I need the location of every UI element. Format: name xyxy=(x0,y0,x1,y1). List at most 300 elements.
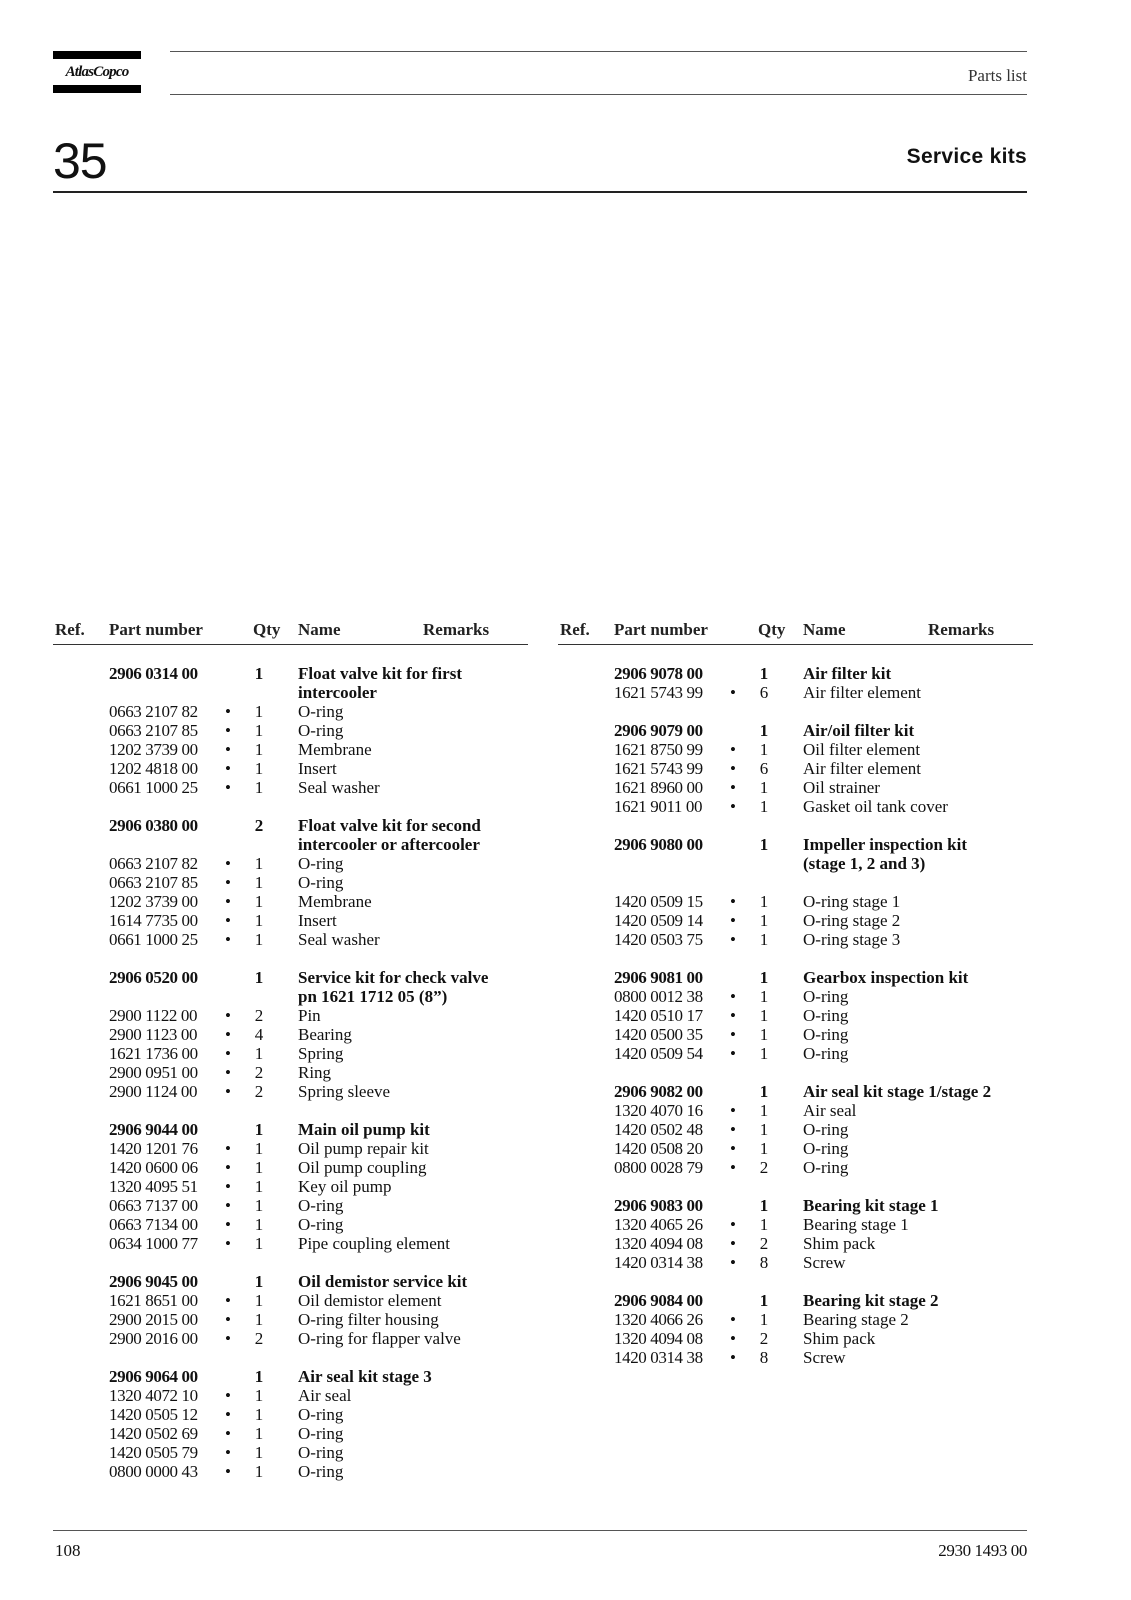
item-part-number: 1420 0508 20 xyxy=(614,1139,703,1158)
kit-row-continued xyxy=(53,835,528,854)
item-part-number: 1420 0314 38 xyxy=(614,1253,703,1272)
table-row xyxy=(53,740,528,759)
item-part-number: 1621 1736 00 xyxy=(109,1044,198,1063)
item-part-number: 0800 0012 38 xyxy=(614,987,703,1006)
item-part-number: 1621 5743 99 xyxy=(614,683,703,702)
item-qty: 1 xyxy=(759,797,769,816)
table-row xyxy=(53,1424,528,1443)
bullet-icon: • xyxy=(225,1405,231,1424)
header-ref: Ref. xyxy=(560,620,590,639)
item-name: O-ring stage 1 xyxy=(803,892,901,911)
item-qty: 1 xyxy=(254,1386,264,1405)
table-row xyxy=(53,1063,528,1082)
header-rule-top xyxy=(170,51,1027,52)
bullet-icon: • xyxy=(730,1348,736,1367)
item-name: Air seal xyxy=(803,1101,857,1120)
item-part-number: 1420 0502 69 xyxy=(109,1424,198,1443)
item-part-number: 2900 2015 00 xyxy=(109,1310,198,1329)
item-name: O-ring xyxy=(298,1215,344,1234)
item-part-number: 2900 1123 00 xyxy=(109,1025,198,1044)
item-part-number: 1621 5743 99 xyxy=(614,759,703,778)
item-name: Shim pack xyxy=(803,1234,876,1253)
kit-group xyxy=(558,1291,1033,1367)
item-part-number: 1420 0502 48 xyxy=(614,1120,703,1139)
item-qty: 1 xyxy=(254,892,264,911)
table-row xyxy=(558,1348,1033,1367)
bullet-icon: • xyxy=(225,1424,231,1443)
bullet-icon: • xyxy=(225,873,231,892)
bullet-icon: • xyxy=(225,1443,231,1462)
item-part-number: 1420 0600 06 xyxy=(109,1158,198,1177)
item-qty: 1 xyxy=(254,1462,264,1481)
kit-qty: 1 xyxy=(254,1120,264,1139)
item-qty: 1 xyxy=(254,1310,264,1329)
item-name: Ring xyxy=(298,1063,332,1082)
bullet-icon: • xyxy=(225,930,231,949)
item-qty: 1 xyxy=(254,1158,264,1177)
kit-group xyxy=(53,1272,528,1348)
table-row xyxy=(558,1025,1033,1044)
item-qty: 1 xyxy=(254,1424,264,1443)
item-name: Key oil pump xyxy=(298,1177,392,1196)
parts-table-right xyxy=(558,620,1033,1386)
kit-name: Impeller inspection kit xyxy=(803,835,968,854)
item-qty: 6 xyxy=(759,759,769,778)
item-part-number: 0663 2107 82 xyxy=(109,702,198,721)
table-row xyxy=(53,1443,528,1462)
item-part-number: 1621 9011 00 xyxy=(614,797,703,816)
bullet-icon: • xyxy=(225,1291,231,1310)
bullet-icon: • xyxy=(225,1386,231,1405)
item-qty: 1 xyxy=(759,1006,769,1025)
kit-row xyxy=(53,664,528,683)
kit-part-number: 2906 0520 00 xyxy=(109,968,198,987)
kit-qty: 1 xyxy=(254,1272,264,1291)
item-qty: 1 xyxy=(254,911,264,930)
item-qty: 4 xyxy=(254,1025,264,1044)
item-part-number: 1320 4094 08 xyxy=(614,1234,703,1253)
item-qty: 1 xyxy=(759,1310,769,1329)
item-part-number: 2900 1124 00 xyxy=(109,1082,198,1101)
header-name: Name xyxy=(298,620,341,639)
item-part-number: 1320 4094 08 xyxy=(614,1329,703,1348)
item-name: O-ring xyxy=(298,1405,344,1424)
item-part-number: 1614 7735 00 xyxy=(109,911,198,930)
item-part-number: 2900 0951 00 xyxy=(109,1063,198,1082)
bullet-icon: • xyxy=(730,930,736,949)
kit-name: (stage 1, 2 and 3) xyxy=(803,854,926,873)
kit-group xyxy=(558,968,1033,1063)
bullet-icon: • xyxy=(730,892,736,911)
item-part-number: 1320 4066 26 xyxy=(614,1310,703,1329)
item-name: O-ring xyxy=(298,702,344,721)
kit-name: Air/oil filter kit xyxy=(803,721,915,740)
table-row xyxy=(558,797,1033,816)
item-name: O-ring xyxy=(803,1006,849,1025)
header-remarks: Remarks xyxy=(423,620,490,639)
item-qty: 1 xyxy=(759,1101,769,1120)
item-part-number: 1420 0505 79 xyxy=(109,1443,198,1462)
item-qty: 1 xyxy=(759,911,769,930)
kit-row xyxy=(558,1196,1033,1215)
item-qty: 1 xyxy=(254,740,264,759)
bullet-icon: • xyxy=(730,1006,736,1025)
item-qty: 1 xyxy=(254,854,264,873)
kit-group xyxy=(53,1120,528,1253)
kit-qty: 1 xyxy=(759,835,769,854)
item-qty: 1 xyxy=(254,721,264,740)
logo-bar-bottom xyxy=(53,85,141,93)
item-name: O-ring xyxy=(803,1120,849,1139)
kit-name: Float valve kit for first xyxy=(298,664,462,683)
item-name: O-ring xyxy=(298,854,344,873)
item-part-number: 1420 0509 54 xyxy=(614,1044,703,1063)
item-part-number: 2900 1122 00 xyxy=(109,1006,198,1025)
item-name: Bearing stage 2 xyxy=(803,1310,909,1329)
item-name: O-ring xyxy=(803,1158,849,1177)
table-row xyxy=(53,702,528,721)
item-qty: 1 xyxy=(759,1139,769,1158)
item-part-number: 0800 0028 79 xyxy=(614,1158,703,1177)
table-row xyxy=(53,1139,528,1158)
table-row xyxy=(53,1196,528,1215)
document-type: Parts list xyxy=(967,66,1027,85)
item-name: O-ring xyxy=(803,1025,849,1044)
item-qty: 1 xyxy=(254,1215,264,1234)
item-name: Screw xyxy=(803,1348,846,1367)
header-qty: Qty xyxy=(758,620,786,639)
item-name: Bearing stage 1 xyxy=(803,1215,909,1234)
item-part-number: 1202 3739 00 xyxy=(109,740,198,759)
item-qty: 8 xyxy=(759,1253,769,1272)
table-row xyxy=(558,683,1033,702)
item-qty: 2 xyxy=(759,1234,769,1253)
table-row xyxy=(53,1329,528,1348)
table-row xyxy=(558,778,1033,797)
item-part-number: 1320 4072 10 xyxy=(109,1386,198,1405)
kit-group xyxy=(558,721,1033,816)
kit-row xyxy=(53,1272,528,1291)
bullet-icon: • xyxy=(225,1462,231,1481)
logo-text: AtlasCopco xyxy=(65,64,129,80)
header-ref: Ref. xyxy=(55,620,85,639)
item-qty: 1 xyxy=(759,1120,769,1139)
kit-qty: 1 xyxy=(254,968,264,987)
item-name: Oil demistor element xyxy=(298,1291,442,1310)
kit-row xyxy=(53,816,528,835)
item-qty: 1 xyxy=(254,930,264,949)
item-qty: 1 xyxy=(254,873,264,892)
kit-qty: 1 xyxy=(254,1367,264,1386)
bullet-icon: • xyxy=(225,1139,231,1158)
bullet-icon: • xyxy=(225,1158,231,1177)
bullet-icon: • xyxy=(730,1158,736,1177)
table-row xyxy=(558,1310,1033,1329)
item-part-number: 1202 4818 00 xyxy=(109,759,198,778)
item-qty: 2 xyxy=(254,1329,264,1348)
table-row xyxy=(53,1177,528,1196)
item-qty: 1 xyxy=(759,987,769,1006)
item-part-number: 1202 3739 00 xyxy=(109,892,198,911)
table-body xyxy=(53,645,528,1481)
bullet-icon: • xyxy=(730,759,736,778)
item-name: O-ring xyxy=(298,1443,344,1462)
kit-name: intercooler or aftercooler xyxy=(298,835,480,854)
item-qty: 6 xyxy=(759,683,769,702)
item-part-number: 0663 7137 00 xyxy=(109,1196,198,1215)
item-part-number: 0663 2107 85 xyxy=(109,721,198,740)
table-row xyxy=(53,1386,528,1405)
item-name: Insert xyxy=(298,759,337,778)
kit-group xyxy=(558,1082,1033,1177)
kit-name: Air filter kit xyxy=(803,664,892,683)
bullet-icon: • xyxy=(730,683,736,702)
item-name: O-ring xyxy=(298,1196,344,1215)
item-part-number: 1621 8750 99 xyxy=(614,740,703,759)
atlas-copco-logo xyxy=(53,51,141,93)
kit-name: Float valve kit for second xyxy=(298,816,481,835)
bullet-icon: • xyxy=(730,987,736,1006)
table-row xyxy=(53,911,528,930)
kit-name: Bearing kit stage 1 xyxy=(803,1196,939,1215)
table-row xyxy=(53,1082,528,1101)
item-name: Gasket oil tank cover xyxy=(803,797,948,816)
bullet-icon: • xyxy=(730,1101,736,1120)
table-row xyxy=(53,1310,528,1329)
table-row xyxy=(53,873,528,892)
bullet-icon: • xyxy=(730,1120,736,1139)
header-part-number: Part number xyxy=(109,620,203,639)
item-name: Spring sleeve xyxy=(298,1082,391,1101)
kit-row xyxy=(558,1291,1033,1310)
kit-part-number: 2906 9045 00 xyxy=(109,1272,198,1291)
table-row xyxy=(558,930,1033,949)
item-name: Spring xyxy=(298,1044,344,1063)
item-qty: 2 xyxy=(254,1006,264,1025)
item-qty: 1 xyxy=(254,1044,264,1063)
kit-row-continued xyxy=(53,683,528,702)
kit-qty: 1 xyxy=(759,664,769,683)
table-row xyxy=(558,759,1033,778)
header-part-number: Part number xyxy=(614,620,708,639)
item-name: O-ring xyxy=(298,873,344,892)
table-row xyxy=(558,740,1033,759)
item-name: O-ring xyxy=(803,1139,849,1158)
table-header xyxy=(53,620,528,645)
item-name: O-ring stage 2 xyxy=(803,911,901,930)
item-name: Pin xyxy=(298,1006,321,1025)
kit-group xyxy=(558,835,1033,949)
kit-name: Service kit for check valve xyxy=(298,968,489,987)
table-row xyxy=(53,1462,528,1481)
table-row xyxy=(53,721,528,740)
item-qty: 2 xyxy=(254,1063,264,1082)
kit-part-number: 2906 0314 00 xyxy=(109,664,198,683)
item-qty: 1 xyxy=(254,1405,264,1424)
logo-bar-top xyxy=(53,51,141,59)
bullet-icon: • xyxy=(225,1177,231,1196)
kit-row xyxy=(53,1120,528,1139)
item-name: O-ring for flapper valve xyxy=(298,1329,461,1348)
item-name: Oil pump repair kit xyxy=(298,1139,429,1158)
item-part-number: 1420 0500 35 xyxy=(614,1025,703,1044)
bullet-icon: • xyxy=(225,1329,231,1348)
item-qty: 1 xyxy=(759,930,769,949)
kit-part-number: 2906 9079 00 xyxy=(614,721,703,740)
kit-row xyxy=(53,968,528,987)
bullet-icon: • xyxy=(225,740,231,759)
chapter-number: 35 xyxy=(53,133,107,189)
chapter-title: Service kits xyxy=(906,145,1027,168)
bullet-icon: • xyxy=(225,778,231,797)
item-qty: 1 xyxy=(254,702,264,721)
item-name: Seal washer xyxy=(298,930,380,949)
bullet-icon: • xyxy=(730,1253,736,1272)
kit-qty: 1 xyxy=(759,721,769,740)
bullet-icon: • xyxy=(730,778,736,797)
kit-group xyxy=(53,816,528,949)
kit-row xyxy=(53,1367,528,1386)
item-qty: 1 xyxy=(254,1443,264,1462)
kit-part-number: 2906 9082 00 xyxy=(614,1082,703,1101)
item-qty: 1 xyxy=(254,1177,264,1196)
table-row xyxy=(558,1139,1033,1158)
item-name: Air filter element xyxy=(803,683,922,702)
table-row xyxy=(53,1215,528,1234)
bullet-icon: • xyxy=(730,1044,736,1063)
table-row xyxy=(558,1234,1033,1253)
item-name: Oil pump coupling xyxy=(298,1158,427,1177)
item-name: Air seal xyxy=(298,1386,352,1405)
item-qty: 1 xyxy=(759,1044,769,1063)
item-name: Screw xyxy=(803,1253,846,1272)
page-number: 108 xyxy=(55,1541,81,1560)
bullet-icon: • xyxy=(730,1329,736,1348)
kit-part-number: 2906 9084 00 xyxy=(614,1291,703,1310)
item-qty: 2 xyxy=(759,1329,769,1348)
table-row xyxy=(558,1215,1033,1234)
kit-name: Air seal kit stage 1/stage 2 xyxy=(803,1082,992,1101)
header-qty: Qty xyxy=(253,620,281,639)
item-name: Air filter element xyxy=(803,759,922,778)
table-row xyxy=(53,930,528,949)
kit-row xyxy=(558,968,1033,987)
kit-row xyxy=(558,1082,1033,1101)
kit-part-number: 2906 9080 00 xyxy=(614,835,703,854)
bullet-icon: • xyxy=(225,1234,231,1253)
bullet-icon: • xyxy=(225,854,231,873)
bullet-icon: • xyxy=(730,1310,736,1329)
item-name: O-ring xyxy=(803,1044,849,1063)
kit-row-continued xyxy=(53,987,528,1006)
kit-group xyxy=(53,1367,528,1481)
bullet-icon: • xyxy=(225,1063,231,1082)
bullet-icon: • xyxy=(225,1044,231,1063)
table-row xyxy=(53,1158,528,1177)
item-name: O-ring xyxy=(803,987,849,1006)
bullet-icon: • xyxy=(225,1196,231,1215)
bullet-icon: • xyxy=(730,1139,736,1158)
kit-qty: 1 xyxy=(759,968,769,987)
item-part-number: 0663 7134 00 xyxy=(109,1215,198,1234)
kit-group xyxy=(53,664,528,797)
item-part-number: 1420 0509 14 xyxy=(614,911,703,930)
table-row xyxy=(53,778,528,797)
item-name: Membrane xyxy=(298,740,372,759)
bullet-icon: • xyxy=(730,1215,736,1234)
bullet-icon: • xyxy=(225,759,231,778)
kit-row-continued xyxy=(558,854,1033,873)
kit-name: Air seal kit stage 3 xyxy=(298,1367,432,1386)
kit-part-number: 2906 9078 00 xyxy=(614,664,703,683)
kit-part-number: 2906 0380 00 xyxy=(109,816,198,835)
table-row xyxy=(53,1025,528,1044)
kit-group xyxy=(558,664,1033,702)
item-name: Oil filter element xyxy=(803,740,921,759)
bullet-icon: • xyxy=(225,1025,231,1044)
parts-table-left xyxy=(53,620,528,1500)
kit-part-number: 2906 9044 00 xyxy=(109,1120,198,1139)
kit-part-number: 2906 9081 00 xyxy=(614,968,703,987)
item-part-number: 1420 0510 17 xyxy=(614,1006,703,1025)
table-row xyxy=(53,759,528,778)
item-qty: 1 xyxy=(759,892,769,911)
bullet-icon: • xyxy=(225,911,231,930)
item-part-number: 1320 4065 26 xyxy=(614,1215,703,1234)
kit-name: Main oil pump kit xyxy=(298,1120,430,1139)
item-part-number: 1420 0509 15 xyxy=(614,892,703,911)
item-name: Shim pack xyxy=(803,1329,876,1348)
kit-qty: 1 xyxy=(759,1082,769,1101)
kit-qty: 1 xyxy=(759,1196,769,1215)
item-part-number: 1320 4095 51 xyxy=(109,1177,198,1196)
item-part-number: 1420 1201 76 xyxy=(109,1139,198,1158)
table-row xyxy=(558,1329,1033,1348)
item-qty: 1 xyxy=(759,740,769,759)
item-name: O-ring xyxy=(298,1462,344,1481)
kit-row xyxy=(558,664,1033,683)
bullet-icon: • xyxy=(730,911,736,930)
item-qty: 1 xyxy=(254,1291,264,1310)
item-qty: 1 xyxy=(759,1025,769,1044)
kit-name: pn 1621 1712 05 (8”) xyxy=(298,987,448,1006)
item-qty: 2 xyxy=(759,1158,769,1177)
item-part-number: 1420 0505 12 xyxy=(109,1405,198,1424)
bullet-icon: • xyxy=(225,1215,231,1234)
table-row xyxy=(558,1044,1033,1063)
item-name: Oil strainer xyxy=(803,778,880,797)
table-header xyxy=(558,620,1033,645)
item-qty: 1 xyxy=(254,1234,264,1253)
kit-name: Bearing kit stage 2 xyxy=(803,1291,939,1310)
table-row xyxy=(558,1158,1033,1177)
item-part-number: 0661 1000 25 xyxy=(109,778,198,797)
item-qty: 1 xyxy=(759,778,769,797)
item-name: Pipe coupling element xyxy=(298,1234,451,1253)
table-row xyxy=(558,1006,1033,1025)
kit-name: intercooler xyxy=(298,683,377,702)
footer-rule xyxy=(53,1530,1027,1531)
item-part-number: 0663 2107 85 xyxy=(109,873,198,892)
item-part-number: 0634 1000 77 xyxy=(109,1234,198,1253)
kit-part-number: 2906 9083 00 xyxy=(614,1196,703,1215)
table-row xyxy=(558,1101,1033,1120)
bullet-icon: • xyxy=(225,892,231,911)
table-row xyxy=(53,1405,528,1424)
kit-part-number: 2906 9064 00 xyxy=(109,1367,198,1386)
bullet-icon: • xyxy=(730,740,736,759)
bullet-icon: • xyxy=(225,721,231,740)
